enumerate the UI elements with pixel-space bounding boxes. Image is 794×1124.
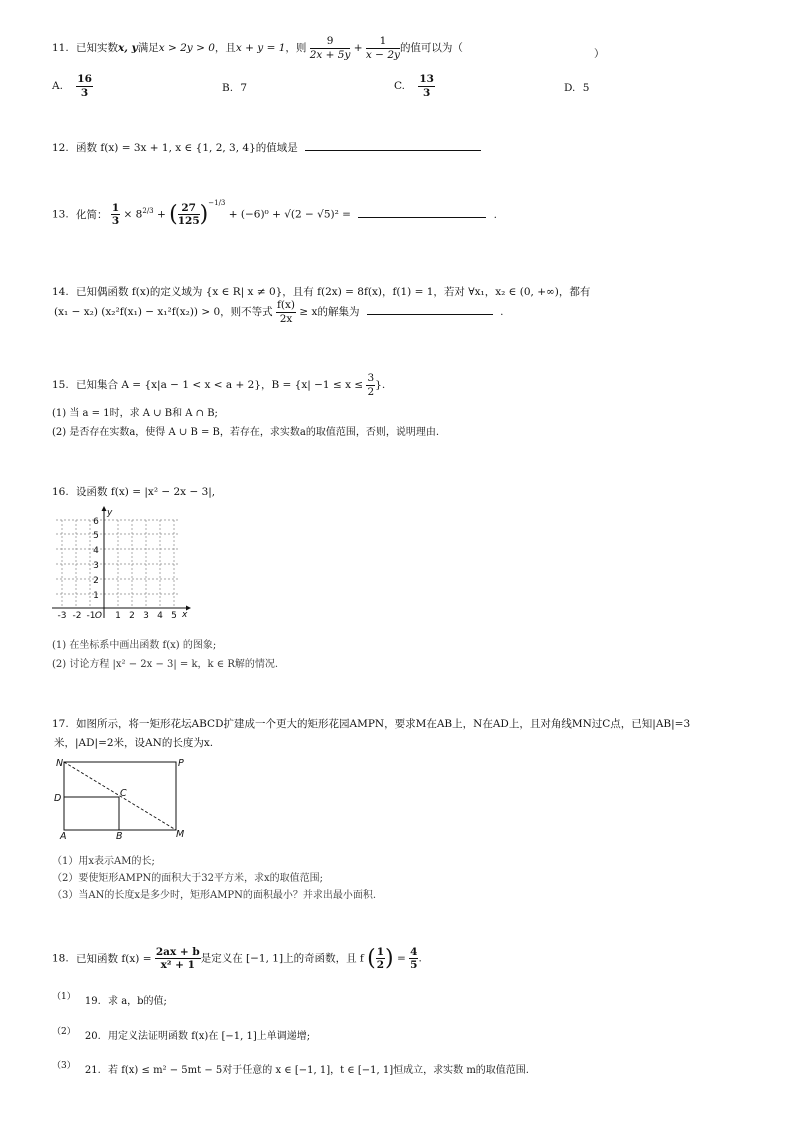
q16-origin-label: O: [94, 611, 102, 621]
q16-x-tick: 5: [171, 611, 177, 621]
q13-answer-blank[interactable]: [358, 217, 486, 218]
q16-sub-1: (1) 在坐标系中画出函数 f(x) 的图象;: [52, 640, 217, 651]
q17-sub-3: （3）当AN的长度x是多少时，矩形AMPN的面积最小？并求出最小面积.: [52, 890, 377, 901]
question-14: 14. 已知偶函数 f(x)的定义域为 {x ∈ R| x ≠ 0}，且有 f(2x) = 8f(x)，f(1) = 1，若对 ∀x₁，x₂ ∈ (0, +∞)，都有: [52, 286, 591, 298]
q17-sub-2: （2）要使矩形AMPN的面积大于32平方米，求x的取值范围;: [52, 873, 324, 884]
q11-close-paren: ）: [594, 48, 605, 60]
question-13: 13. 化简： $\frac{1}{3}$ × $8^{2/3}$ + ( $\frac{27}{125}$ )$^{-1/3}$ + (−6)⁰ + √(2 − √5)² = .: [52, 199, 498, 227]
q18-part-3: （3） 21. 若 f(x) ≤ m² − 5mt − 5对于任意的 x ∈ [−1, 1]，t ∈ [−1, 1]恒成立，求实数 m的取值范围.: [52, 1061, 529, 1076]
q17-point-A: A: [60, 831, 67, 840]
question-18: 18. 已知函数 f(x) = $\frac{2ax + b}{\text{x² + 1}}$ 是定义在 [−1, 1]上的奇函数，且 f ( $\frac{1}{2}$ ) = $\frac{4}{5}$ .: [52, 945, 422, 971]
q16-axis-y-label: y: [107, 508, 113, 518]
q18-part-2: （2） 20. 用定义法证明函数 f(x)在 [−1, 1]上单调递增;: [52, 1027, 311, 1042]
q17-point-D: D: [54, 793, 62, 804]
q11-option-b: B. 7: [222, 82, 248, 94]
q17-point-N: N: [56, 758, 64, 769]
question-16: 16. 设函数 f(x) = |x² − 2x − 3|,: [52, 486, 216, 498]
question-15: 15. 已知集合 A = {x|a − 1 < x < a + 2}，B = {x| −1 ≤ x ≤ $\frac{3}{2}$ }.: [52, 372, 386, 398]
q16-coordinate-grid[interactable]: [50, 506, 200, 621]
q15-sub-1: (1) 当 a = 1时，求 A ∪ B和 A ∩ B;: [52, 408, 218, 419]
q16-y-tick: 1: [93, 591, 99, 601]
q11-option-c: C. $\frac{13}{3}$: [394, 73, 434, 99]
q16-x-tick: 4: [157, 611, 163, 621]
q17-point-P: P: [178, 758, 184, 769]
q11-fraction-1: $\frac{9}{2x + 5y}$: [309, 35, 351, 61]
q12-answer-blank[interactable]: [305, 150, 481, 151]
q16-x-tick: -3: [57, 611, 67, 621]
q17-point-C: C: [120, 788, 127, 799]
q16-y-tick: 6: [93, 517, 99, 527]
question-12: 12. 函数 f(x) = 3x + 1, x ∈ {1, 2, 3, 4}的值域是: [52, 140, 481, 155]
question-11: 11. 已知实数x, y满足x > 2y > 0，且x + y = 1，则 $\frac{9}{2x + 5y}$ + $\frac{1}{x - 2y}$ 的值可以为（: [52, 35, 463, 61]
q11-fraction-2: $\frac{1}{x - 2y}$: [365, 35, 400, 61]
q16-y-tick: 3: [93, 561, 99, 571]
q16-y-tick: 5: [93, 531, 99, 541]
question-17-line2: 米，|AD|=2米，设AN的长度为x.: [54, 737, 214, 749]
q16-y-tick: 4: [93, 546, 99, 556]
q14-answer-blank[interactable]: [367, 314, 493, 315]
q17-point-M: M: [176, 829, 185, 840]
q11-number: 11.: [52, 42, 69, 54]
q17-rectangle-diagram: [50, 756, 200, 840]
question-17: 17. 如图所示，将一矩形花坛ABCD扩建成一个更大的矩形花园AMPN，要求M在AB上，N在AD上，且对角线MN过C点，已知|AB|=3: [52, 718, 691, 730]
q16-sub-2: (2) 讨论方程 |x² − 2x − 3| = k，k ∈ R解的情况.: [52, 659, 279, 670]
q11-option-a: A. $\frac{16}{3}$: [52, 73, 92, 99]
q16-y-tick: 2: [93, 576, 99, 586]
q11-option-d: D. 5: [564, 82, 590, 94]
question-14-line2: (x₁ − x₂) (x₂²f(x₁) − x₁²f(x₂)) > 0，则不等式 $\frac{f(x)}{2x}$ ≥ x的解集为 .: [54, 299, 504, 325]
q16-x-tick: -1: [86, 611, 96, 621]
q16-x-tick: 1: [115, 611, 121, 621]
q17-sub-1: （1）用x表示AM的长;: [52, 856, 155, 867]
q15-sub-2: (2) 是否存在实数a，使得 A ∪ B = B，若存在，求实数a的取值范围，否则，说明理由.: [52, 427, 440, 438]
q16-x-tick: -2: [72, 611, 82, 621]
q17-point-B: B: [116, 831, 123, 840]
q18-part-1: （1） 19. 求 a，b的值;: [52, 992, 167, 1007]
q16-x-tick: 2: [129, 611, 135, 621]
q16-x-tick: 3: [143, 611, 149, 621]
q16-axis-x-label: x: [182, 610, 188, 620]
